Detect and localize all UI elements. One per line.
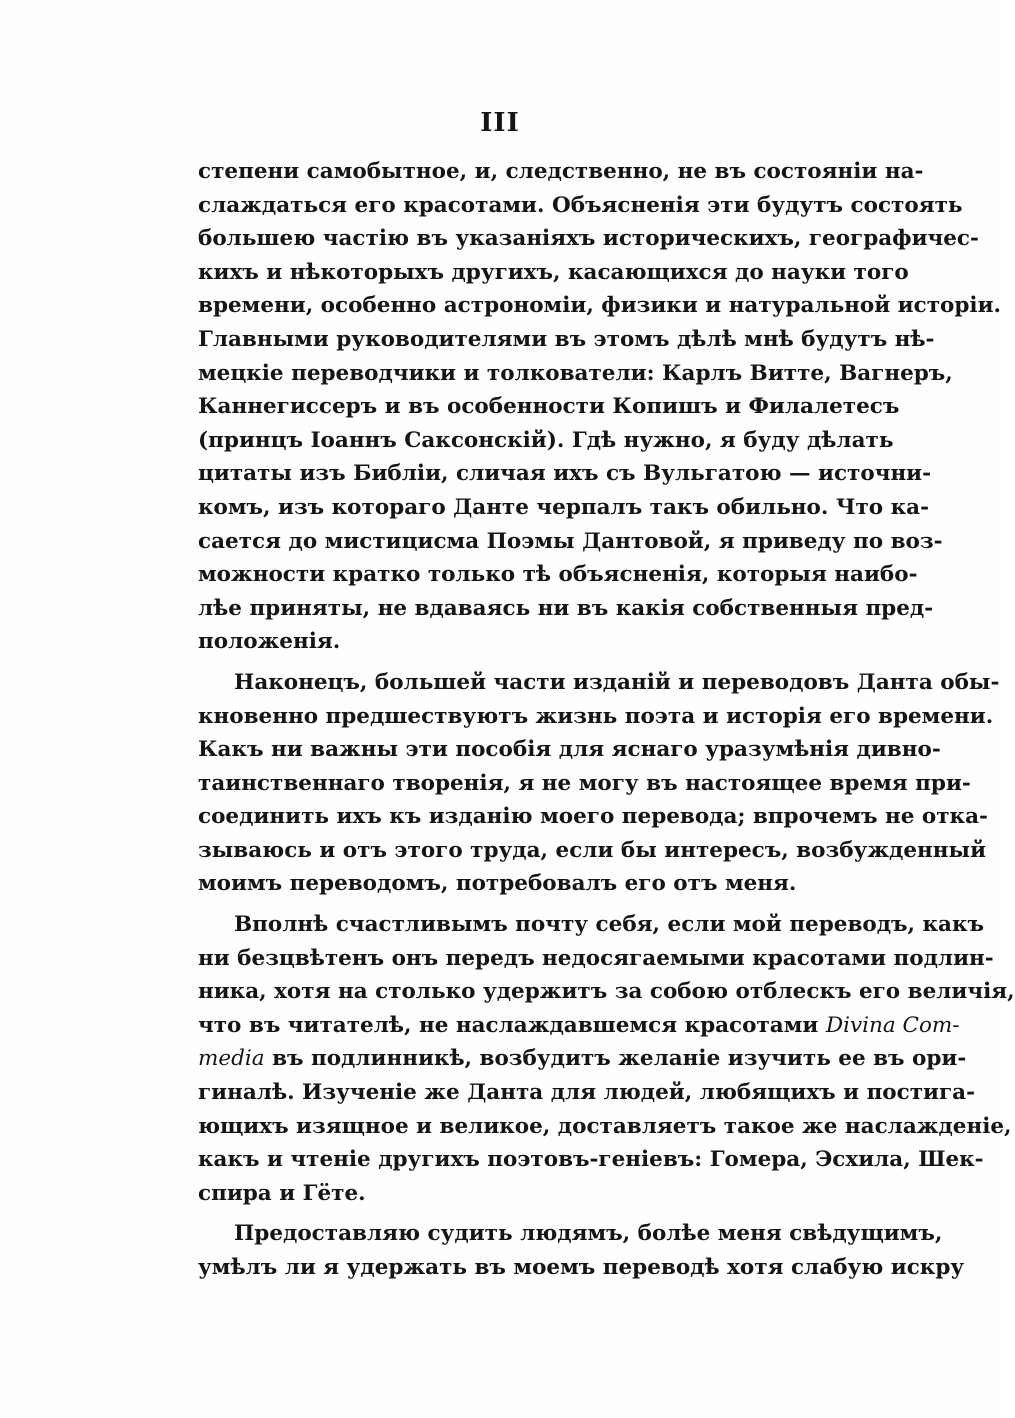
text-line: положенiя. [198,629,341,655]
paragraph-3 [198,908,1015,1210]
text-line: спира и Гёте. [198,1180,366,1206]
text-line: моимъ переводомъ, потребовалъ его отъ меня. [198,871,797,897]
text-line: Какъ ни важны эти пособiя для яснаго уразумѣнiя дивно- [198,737,941,763]
text-line: кновенно предшествуютъ жизнь поэта и исторiя его времени. [198,703,994,729]
text-line: можности кратко только тѣ объясненiя, которыя наибо- [198,562,918,588]
text-line: умѣлъ ли я удержать въ моемъ переводѣ хотя слабую искру [198,1255,965,1280]
page-number: III [480,108,520,138]
paragraph-1 [198,155,1002,659]
italic-title: Divina Com- [825,1012,960,1038]
paragraph-2 [198,666,1000,901]
text-line: времени, особенно астрономiи, физики и натуральной исторiи. [198,293,1002,319]
text-line: Вполнѣ счастливымъ почту себя, если мой переводъ, какъ [234,912,985,938]
text-line: (принцъ Iоаннъ Саксонскiй). Гдѣ нужно, я буду дѣлать [198,427,894,453]
text-line: Главными руководителями въ этомъ дѣлѣ мнѣ будутъ нѣ- [198,326,935,352]
text-line: кихъ и нѣкоторыхъ другихъ, касающихся до науки того [198,259,909,285]
text-line: Наконецъ, большей части изданiй и переводовъ Данта обы- [234,669,1000,695]
text-line: Каннегиссеръ и въ особенности Копишъ и Филалетесъ [198,394,900,420]
text-line: слаждаться его красотами. Объясненiя эти будутъ состоять [198,192,963,218]
text-line: степени самобытное, и, следственно, не въ состоянiи на- [198,159,924,184]
text-line: зываюсь и отъ этого труда, если бы интересъ, возбужденный [198,837,987,863]
text-line: сается до мистицисма Поэмы Дантовой, я приведу по воз- [198,528,943,554]
text-line: какъ и чтенiе другихъ поэтовъ-генiевъ: Гомера, Эсхила, Шек- [198,1147,984,1173]
paragraph-4 [198,1217,965,1284]
text-line [198,1042,967,1076]
text-line: ющихъ изящное и великое, доставляетъ такое же наслажденiе, [198,1113,1012,1139]
text-line [198,1009,960,1043]
text-line: Предоставляю судить людямъ, болѣе меня свѣдущимъ, [234,1221,943,1247]
text-run: что въ читателѣ, не наслаждавшемся красотами [198,1012,826,1038]
text-line: цитаты изъ Библiи, сличая ихъ съ Вульгатою — источни- [198,461,932,487]
text-run: въ подлинникѣ, возбудитъ желанiе изучить ее въ ори- [264,1046,967,1072]
body-text [198,155,1015,1285]
text-line: соединить ихъ къ изданiю моего перевода; впрочемъ не отка- [198,804,988,830]
text-line: мецкiе переводчики и толкователи: Карлъ Витте, Вагнеръ, [198,360,953,386]
text-line: большею частiю въ указанiяхъ историческихъ, географичес- [198,226,979,252]
text-line: таинственнаго творенiя, я не могу въ настоящее время при- [198,770,971,796]
text-line: ни безцвѣтенъ онъ передъ недосягаемыми красотами подлин- [198,945,994,971]
italic-title: media [198,1046,265,1072]
text-line: ника, хотя на столько удержитъ за собою отблескъ его величiя, [198,979,1015,1005]
text-line: гиналѣ. Изученiе же Данта для людей, любящихъ и постига- [198,1080,976,1106]
text-line: комъ, изъ котораго Данте черпалъ такъ обильно. Что ка- [198,494,930,520]
text-line: лѣе приняты, не вдаваясь ни въ какiя собственныя пред- [198,595,934,621]
